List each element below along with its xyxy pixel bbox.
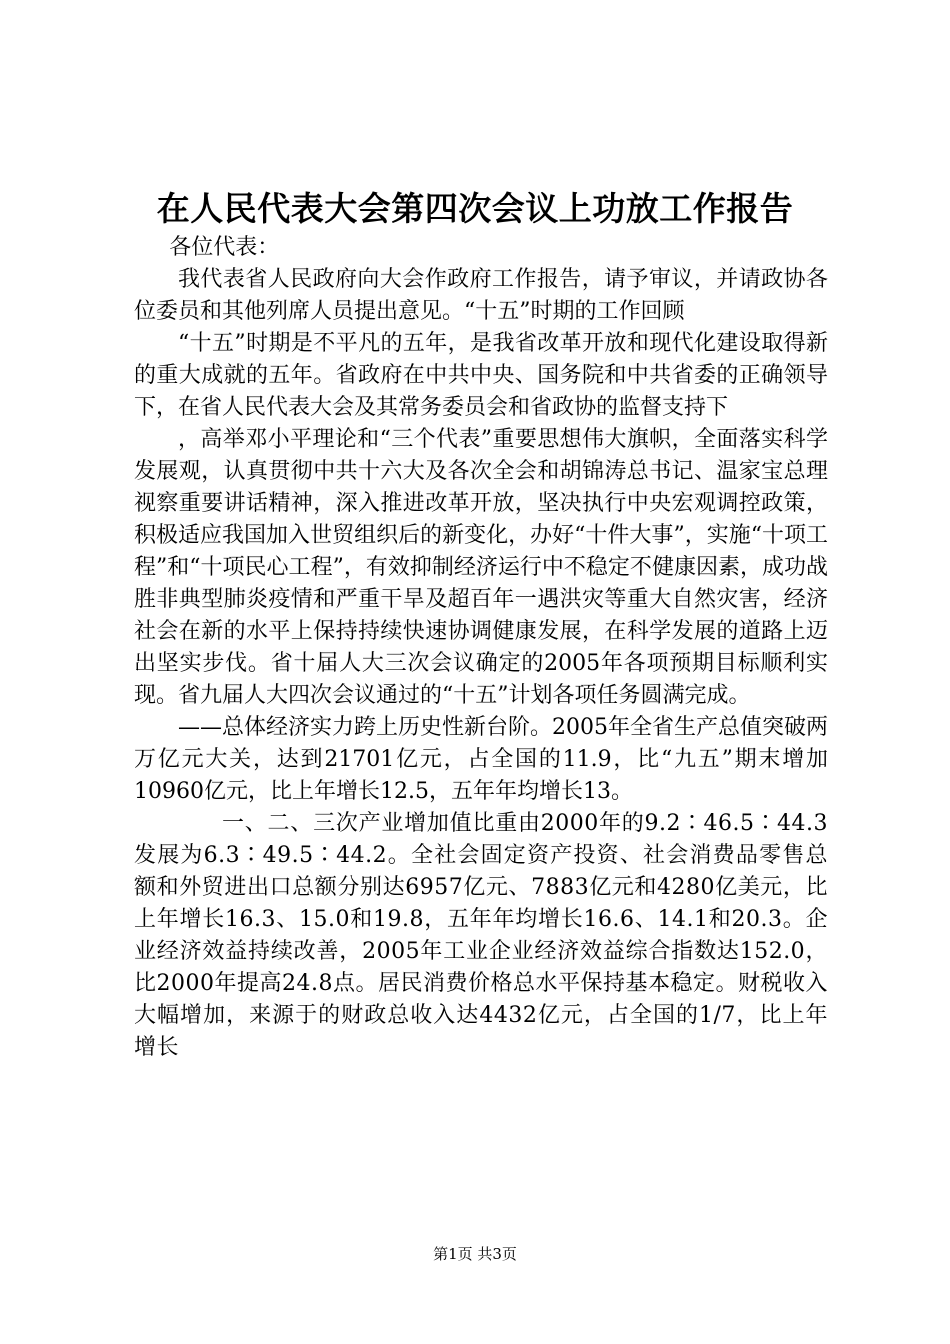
paragraph-achievements: ，高举邓小平理论和“三个代表”重要思想伟大旗帜，全面落实科学发展观，认真贯彻中共十六大及各次全会和胡锦涛总书记、温家宝总理视察重要讲话精神，深入推进改革开放，坚决执行中央宏观调控政策，积极适应我国加入世贸组织后的新变化，办好“十件大事”，实施“十项工程”和“十项民心工程”，有效抑制经济运行中不稳定不健康因素，成功战胜非典型肺炎疫情和严重干旱及超百年一遇洪灾等重大自然灾害，经济社会在新的水平上保持持续快速协调健康发展，在科学发展的道路上迈出坚实步伐。省十届人大三次会议确定的2005年各项预期目标顺利实现。省九届人大四次会议通过的“十五”计划各项任务圆满完成。 <box>134 427 828 708</box>
paragraph-economy: ——总体经济实力跨上历史性新台阶。2005年全省生产总值突破两万亿元大关，达到21701亿元，占全国的11.9，比“九五”期末增加10960亿元，比上年增长12.5，五年年均增长13。 <box>134 715 828 804</box>
page-title: 在人民代表大会第四次会议上功放工作报告 <box>156 189 794 228</box>
document-body <box>134 232 828 1064</box>
paragraph-review: “十五”时期是不平凡的五年，是我省改革开放和现代化建设取得新的重大成就的五年。省政府在中共中央、国务院和中共省委的正确领导下，在省人民代表大会及其常务委员会和省政协的监督支持下 <box>134 331 828 420</box>
paragraph-intro: 我代表省人民政府向大会作政府工作报告，请予审议，并请政协各位委员和其他列席人员提出意见。“十五”时期的工作回顾 <box>134 267 828 324</box>
page-number: 第1页 共3页 <box>433 1245 517 1263</box>
paragraph-industry: 一、二、三次产业增加值比重由2000年的9.2∶46.5∶44.3发展为6.3∶49.5∶44.2。全社会固定资产投资、社会消费品零售总额和外贸进出口总额分别达6957亿元、7883亿元和4280亿美元，比上年增长16.3、15.0和19.8，五年年均增长16.6、14.1和20.3。企业经济效益持续改善，2005年工业企业经济效益综合指数达152.0，比2000年提高24.8点。居民消费价格总水平保持基本稳定。财税收入大幅增加，来源于的财政总收入达4432亿元，占全国的1/7，比上年增长 <box>134 811 828 1060</box>
salutation: 各位代表： <box>169 235 280 260</box>
